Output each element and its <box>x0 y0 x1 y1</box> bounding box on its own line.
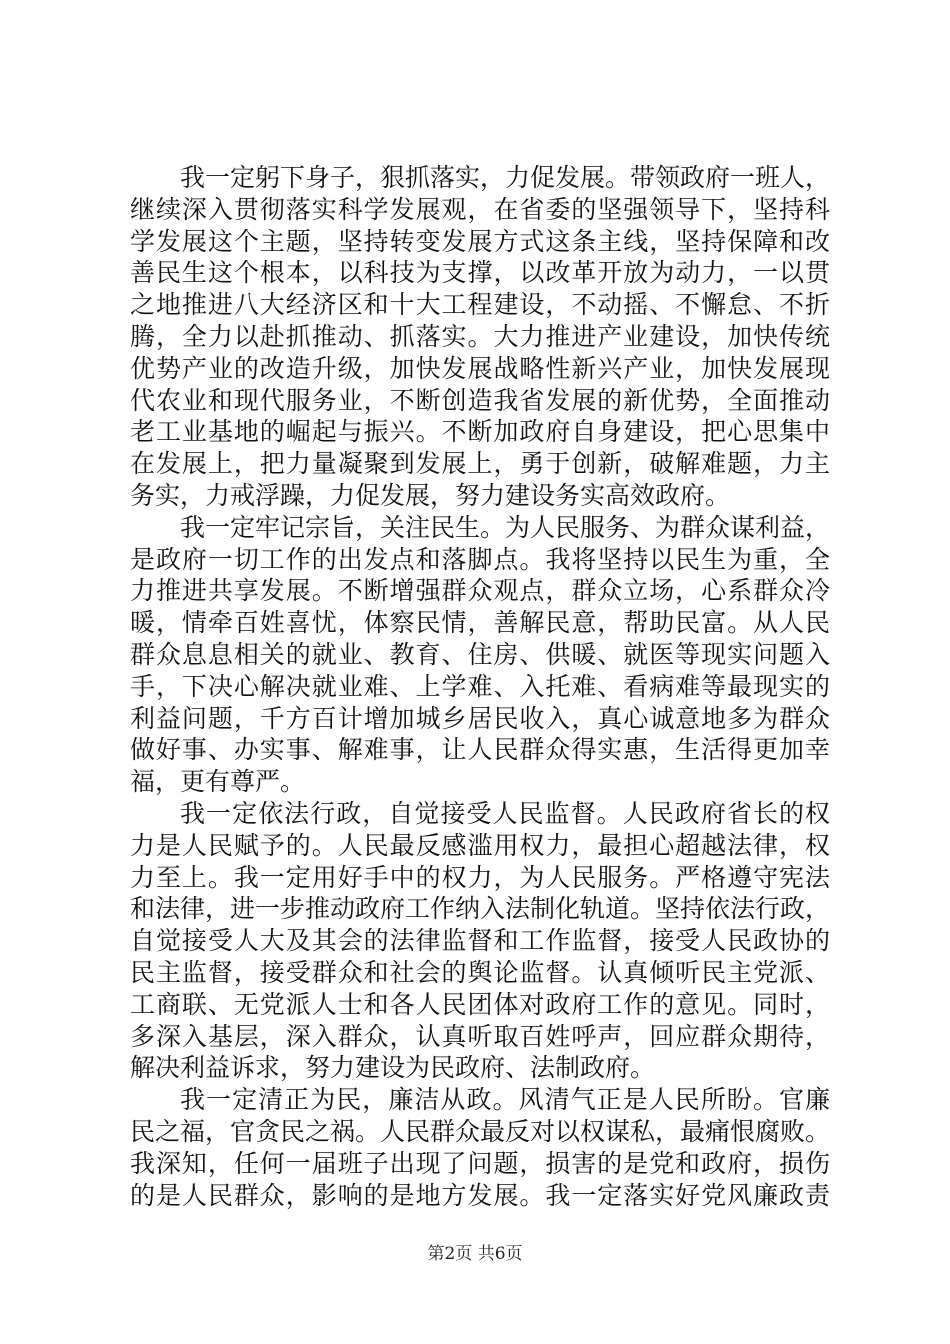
text-line: 代农业和现代服务业，不断创造我省发展的新优势，全面推动 <box>130 385 830 415</box>
text-line: 的是人民群众，影响的是地方发展。我一定落实好党风廉政责 <box>130 1180 830 1210</box>
page-number-footer: 第2页 共6页 <box>427 1244 523 1264</box>
text-line: 解决利益诉求，努力建设为民政府、法制政府。 <box>130 1053 656 1083</box>
text-line: 做好事、办实事、解难事，让人民群众得实惠，生活得更加幸 <box>130 735 830 765</box>
paragraph-2 <box>130 512 830 798</box>
text-line: 多深入基层，深入群众，认真听取百姓呼声，回应群众期待， <box>130 1021 830 1051</box>
text-line: 力是人民赋予的。人民最反感滥用权力，最担心超越法律，权 <box>130 830 830 860</box>
text-line: 利益问题，千方百计增加城乡居民收入，真心诚意地多为群众 <box>130 703 830 733</box>
text-line: 手，下决心解决就业难、上学难、入托难、看病难等最现实的 <box>130 671 830 701</box>
paragraph-1 <box>130 162 830 512</box>
text-line: 老工业基地的崛起与振兴。不断加政府自身建设，把心思集中 <box>130 417 830 447</box>
paragraph-3 <box>130 798 830 1084</box>
text-line: 福，更有尊严。 <box>130 767 306 797</box>
text-line: 力推进共享发展。不断增强群众观点，群众立场，心系群众冷 <box>130 576 830 606</box>
text-line: 我一定牢记宗旨，关注民生。为人民服务、为群众谋利益， <box>180 512 830 542</box>
text-line: 群众息息相关的就业、教育、住房、供暖、就医等现实问题入 <box>130 639 830 669</box>
paragraph-4 <box>130 1084 830 1211</box>
text-line: 务实，力戒浮躁，力促发展，努力建设务实高效政府。 <box>130 480 731 510</box>
text-line: 是政府一切工作的出发点和落脚点。我将坚持以民生为重，全 <box>130 544 830 574</box>
text-line: 继续深入贯彻落实科学发展观，在省委的坚强领导下，坚持科 <box>130 194 830 224</box>
text-line: 善民生这个根本，以科技为支撑，以改革开放为动力，一以贯 <box>130 258 830 288</box>
text-line: 工商联、无党派人士和各人民团体对政府工作的意见。同时， <box>130 989 830 1019</box>
text-line: 优势产业的改造升级，加快发展战略性新兴产业，加快发展现 <box>130 353 830 383</box>
text-line: 和法律，进一步推动政府工作纳入法制化轨道。坚持依法行政， <box>130 894 830 924</box>
text-line: 学发展这个主题，坚持转变发展方式这条主线，坚持保障和改 <box>130 226 830 256</box>
text-line: 在发展上，把力量凝聚到发展上，勇于创新，破解难题，力主 <box>130 449 830 479</box>
document-body <box>130 162 830 1211</box>
text-line: 我一定躬下身子，狠抓落实，力促发展。带领政府一班人， <box>180 163 830 192</box>
text-line: 自觉接受人大及其会的法律监督和工作监督，接受人民政协的 <box>130 926 830 956</box>
text-line: 腾，全力以赴抓推动、抓落实。大力推进产业建设，加快传统 <box>130 321 830 351</box>
text-line: 我深知，任何一届班子出现了问题，损害的是党和政府，损伤 <box>130 1148 830 1178</box>
text-line: 民之福，官贪民之祸。人民群众最反对以权谋私，最痛恨腐败。 <box>130 1116 830 1146</box>
text-line: 民主监督，接受群众和社会的舆论监督。认真倾听民主党派、 <box>130 957 830 987</box>
text-line: 我一定清正为民，廉洁从政。风清气正是人民所盼。官廉 <box>180 1085 830 1115</box>
text-line: 暖，情牵百姓喜忧，体察民情，善解民意，帮助民富。从人民 <box>130 608 830 638</box>
text-line: 力至上。我一定用好手中的权力，为人民服务。严格遵守宪法 <box>130 862 830 892</box>
text-line: 我一定依法行政，自觉接受人民监督。人民政府省长的权 <box>180 798 830 828</box>
text-line: 之地推进八大经济区和十大工程建设，不动摇、不懈怠、不折 <box>130 290 830 320</box>
